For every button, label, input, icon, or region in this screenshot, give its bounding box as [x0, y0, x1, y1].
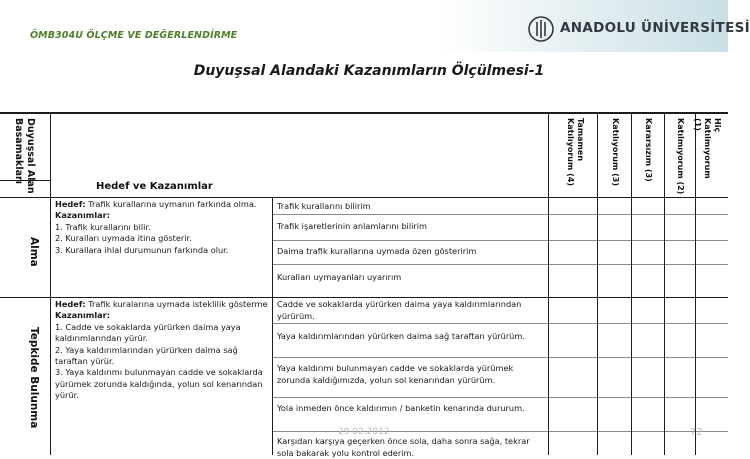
statement-divider: [272, 357, 728, 358]
row-divider: [0, 297, 728, 298]
statement-item: Cadde ve sokaklarda yürürken daima yaya kaldırımlarından yürürüm.: [277, 299, 522, 321]
table-top-border: [0, 112, 728, 114]
outcome-item: 1. Trafik kurallarını bilir.: [55, 221, 151, 232]
statement-divider: [272, 323, 728, 324]
column-divider: [631, 112, 632, 455]
goal-text: Trafik kuralarına uymada isteklilik gösterme: [85, 299, 268, 309]
column-divider: [548, 112, 549, 455]
goal-text: Trafik kurallarına uymanın farkında olma.: [85, 199, 257, 209]
outcomes-label: Kazanımlar:: [55, 310, 110, 321]
statement-divider: [272, 240, 728, 241]
page-number: 72: [690, 427, 703, 438]
statement-item: Trafik kurallarını bilirim: [277, 201, 371, 211]
outcome-item: 2. Kuralları uymada itina gösterir.: [55, 233, 192, 244]
rating-header-agree: Katılıyorum (3): [611, 118, 620, 186]
outcome-item: 2. Yaya kaldırımlarından yürürken daima sağ taraftan yürür.: [55, 344, 238, 367]
outcomes-label: Kazanımlar:: [55, 210, 110, 221]
statement-item: Karşıdan karşıya geçerken önce sola, daha sonra sağa, tekrar sola bakarak yolu kontrol ederim.: [277, 436, 530, 458]
statement-item: Trafik işaretlerinin anlamlarını bilirim: [277, 221, 427, 231]
outcome-item: 3. Kurallara ihlal durumunun farkında olur.: [55, 244, 229, 255]
statement-item: Kuralları uymayanları uyarırım: [277, 272, 402, 282]
rating-header-strongly-disagree: Hiç Katılmıyorum (1): [693, 118, 722, 179]
course-title: ÖMB304U ÖLÇME VE DEĞERLENDİRME: [30, 30, 238, 41]
assessment-table: [0, 112, 728, 458]
goal-cell: [55, 299, 269, 402]
outcome-item: 3. Yaya kaldırımı bulunmayan cadde ve sokaklarda yürümek zorunda kaldığında, yolun sol kenarından yürür.: [55, 367, 263, 401]
goal-prefix: Hedef:: [55, 199, 86, 209]
statement-divider: [272, 214, 728, 215]
header-bottom-border: [0, 197, 728, 198]
statement-item: Daima trafik kurallarına uymada özen gösteririm: [277, 246, 477, 256]
goal-prefix: Hedef:: [55, 299, 86, 309]
column-divider: [272, 197, 273, 455]
rating-header-undecided: Kararsızım (3): [644, 118, 653, 182]
university-logo: [528, 14, 750, 44]
statement-item: Yaya kaldırımı bulunmayan cadde ve sokaklarda yürümek zorunda kaldığımızda, yolun sol kenarından yürürüm.: [277, 363, 514, 385]
slide-title: Duyuşsal Alandaki Kazanımların Ölçülmesi-1: [193, 63, 545, 79]
rating-header-strongly-agree: Tamamen Katılıyorum (4): [566, 118, 585, 186]
footer-date: 29.02.2012: [338, 427, 390, 437]
statement-divider: [272, 397, 728, 398]
level-label-alma: Alma: [28, 237, 40, 267]
domain-column-header: Duyuşsal Alan Basamakları: [13, 118, 36, 194]
outcome-item: 1. Cadde ve sokaklarda yürürken daima yaya kaldırımlarından yürür.: [55, 321, 241, 344]
university-name: ANADOLU ÜNİVERSİTESİ: [560, 20, 750, 36]
level-label-tepkide-bulunma: Tepkide Bulunma: [28, 327, 40, 429]
rating-header-disagree: Katılmıyorum (2): [676, 118, 685, 195]
statement-item: Yaya kaldırımlarından yürürken daima sağ taraftan yürürüm.: [277, 331, 525, 341]
statement-item: Yola inmeden önce kaldırımın / banketin kenarında dururum.: [277, 403, 525, 413]
column-divider: [597, 112, 598, 455]
statement-divider: [272, 264, 728, 265]
column-divider: [50, 112, 51, 455]
university-emblem-icon: [528, 16, 554, 42]
goal-column-header: Hedef ve Kazanımlar: [96, 181, 213, 192]
goal-cell: [55, 199, 269, 256]
column-divider: [664, 112, 665, 455]
